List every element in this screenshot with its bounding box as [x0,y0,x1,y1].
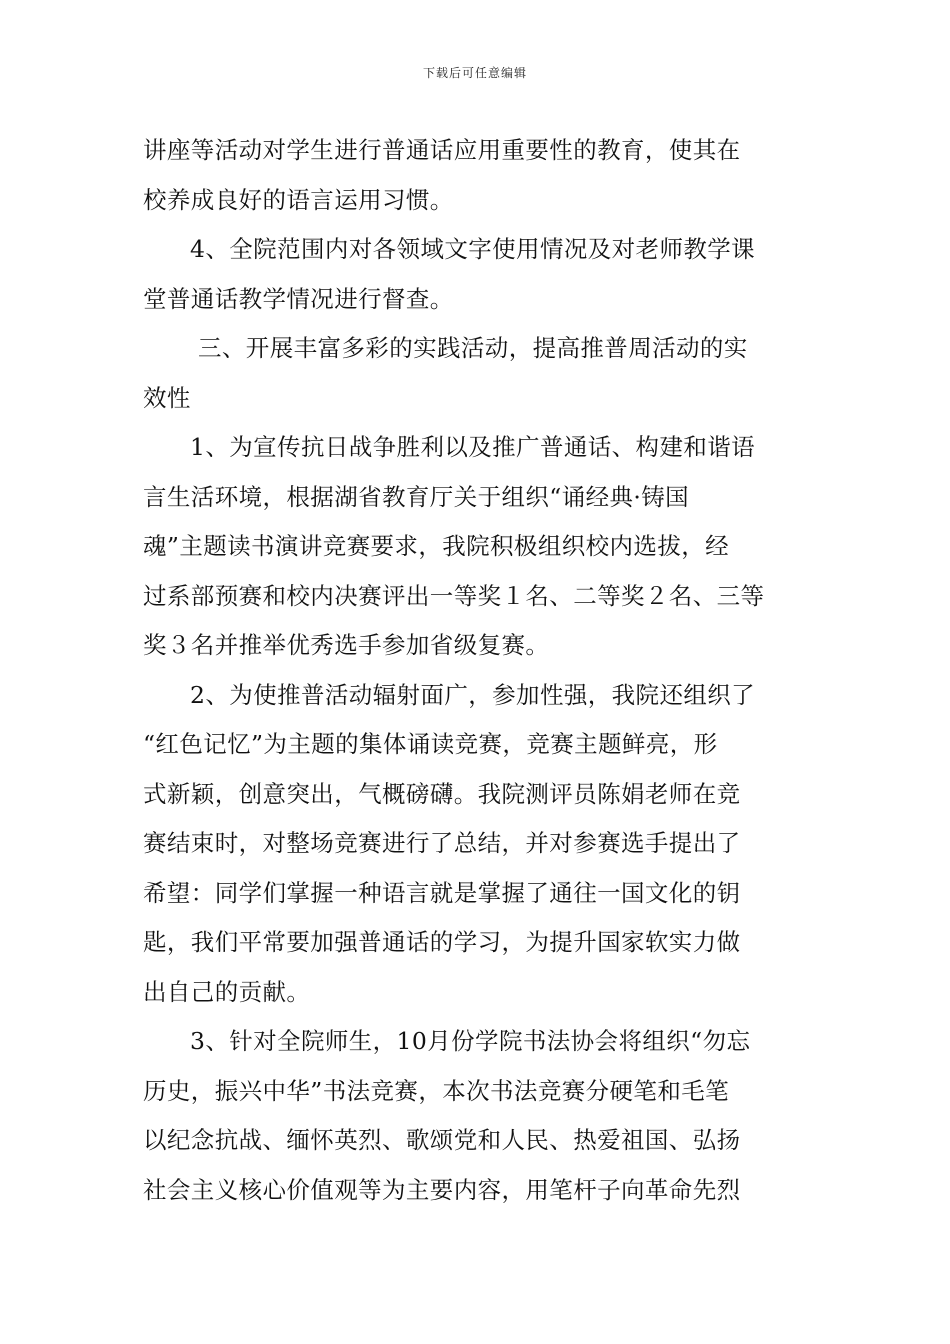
paragraph-start-line: 4、全院范围内对各领域文字使用情况及对老师教学课 [190,235,756,263]
text-line: 匙，我们平常要加强普通话的学习，为提升国家软实力做 [143,928,741,956]
document-body [143,126,811,1215]
text-line: 言生活环境，根据湖省教育厅关于组织“诵经典·铸国 [143,482,690,511]
text-line: 历史，振兴中华”书法竞赛，本次书法竞赛分硬笔和毛笔 [143,1076,730,1105]
paragraph-start-line: 1、为宣传抗日战争胜利以及推广普通话、构建和谐语 [190,433,756,461]
text-line: 校养成良好的语言运用习惯。 [143,185,454,214]
text-line: 堂普通话教学情况进行督查。 [143,284,454,313]
text-line: 希望：同学们掌握一种语言就是掌握了通往一国文化的钥 [143,878,741,907]
paragraph-start-line: 2、为使推普活动辐射面广，参加性强，我院还组织了 [190,680,756,709]
text-line: 魂”主题读书演讲竞赛要求，我院积极组织校内选拔，经 [143,532,730,560]
paragraph-start-line: 3、针对全院师生，10月份学院书法协会将组织“勿忘 [190,1027,751,1055]
section-heading-line: 效性 [143,383,191,412]
text-line: 讲座等活动对学生进行普通话应用重要性的教育，使其在 [143,136,741,164]
text-line: 过系部预赛和校内决赛评出一等奖１名、二等奖２名、三等 [143,581,765,610]
text-line: 奖３名并推举优秀选手参加省级复赛。 [143,631,550,659]
text-line: 赛结束时，对整场竞赛进行了总结，并对参赛选手提出了 [143,829,741,857]
text-line: 式新颖，创意突出，气概磅礴。我院测评员陈娟老师在竞 [143,779,741,808]
text-line: 以纪念抗战、缅怀英烈、歌颂党和人民、热爱祖国、弘扬 [143,1126,741,1154]
text-line: “红色记忆”为主题的集体诵读竞赛，竞赛主题鲜亮，形 [143,730,718,758]
page-header: 下载后可任意编辑 [422,66,527,80]
section-heading-line: 三、开展丰富多彩的实践活动，提高推普周活动的实 [198,334,748,362]
text-line: 社会主义核心价值观等为主要内容，用笔杆子向革命先烈 [143,1175,741,1204]
text-line: 出自己的贡献。 [143,977,311,1006]
